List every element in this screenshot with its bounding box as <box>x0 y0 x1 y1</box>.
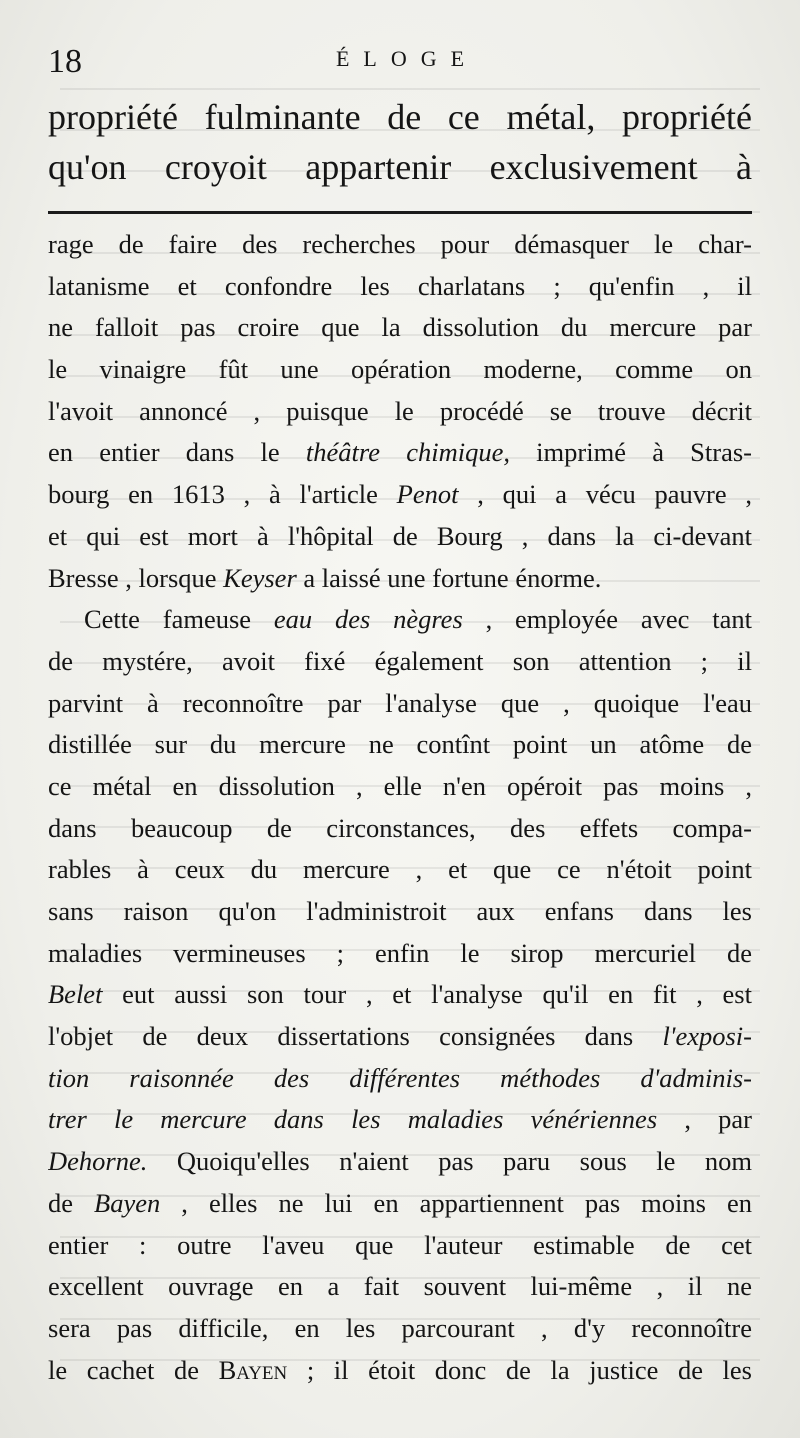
text-segment: sera pas difficile, en les parcourant , d'y reconnoître <box>48 1312 752 1343</box>
text-segment: et qui est mort à l'hôpital de Bourg , dans la ci-devant <box>48 520 752 551</box>
text-segment: imprimé à Stras- <box>509 437 752 468</box>
italic-text: Bayen <box>94 1187 161 1218</box>
text-line <box>48 974 752 1016</box>
text-segment: Bresse , lorsque <box>48 562 224 593</box>
text-segment: Cette fameuse <box>84 604 274 635</box>
text-line <box>48 1141 752 1183</box>
text-segment: ; il étoit donc de la justice de les <box>287 1354 752 1385</box>
text-segment: l'avoit annoncé , puisque le procédé se trouve décrit <box>48 395 752 426</box>
text-line <box>48 1099 752 1141</box>
text-line <box>48 558 752 600</box>
page-header <box>48 40 752 88</box>
text-segment: rables à ceux du mercure , et que ce n'étoit point <box>48 854 752 885</box>
text-segment: excellent ouvrage en a fait souvent lui-même , il ne <box>48 1271 752 1302</box>
text-segment: le vinaigre fût une opération moderne, comme on <box>48 354 752 385</box>
text-line <box>48 808 752 850</box>
text-segment: sans raison qu'on l'administroit aux enfans dans les <box>48 896 752 926</box>
body-text <box>48 224 752 1391</box>
text-line <box>48 1016 752 1058</box>
text-segment: , par <box>657 1104 752 1135</box>
italic-text: tion raisonnée des différentes méthodes d'adminis- <box>48 1062 752 1093</box>
text-line <box>48 474 752 516</box>
page-number: 18 <box>48 43 82 80</box>
text-line <box>48 1266 752 1308</box>
small-caps-name: Bayen <box>218 1354 288 1385</box>
text-line <box>48 891 752 933</box>
text-line <box>48 1308 752 1350</box>
italic-text: trer le mercure dans les maladies vénériennes <box>48 1104 658 1135</box>
text-segment: distillée sur du mercure ne contînt point un atôme de <box>48 729 752 760</box>
italic-text: Belet <box>48 979 103 1010</box>
text-segment: rage de faire des recherches pour démasquer le char- <box>48 229 752 259</box>
text-line <box>48 1183 752 1225</box>
text-segment: le cachet de <box>48 1354 219 1385</box>
carryover-text <box>48 92 752 192</box>
italic-text: Dehorne. <box>48 1146 148 1177</box>
section-rule <box>48 211 752 214</box>
text-segment: , employée avec tant <box>462 604 752 635</box>
text-line <box>48 933 752 975</box>
carryover-line: propriété fulminante de ce métal, propriété <box>48 97 752 137</box>
text-segment: parvint à reconnoître par l'analyse que , quoique l'eau <box>48 687 752 718</box>
text-segment: , elles ne lui en appartiennent pas moins en <box>160 1187 752 1218</box>
italic-text: eau des nègres <box>273 604 463 635</box>
text-segment: l'objet de deux dissertations consignées dans <box>48 1021 663 1052</box>
text-segment: , qui a vécu pauvre , <box>458 479 752 510</box>
text-segment: ce métal en dissolution , elle n'en opéroit pas moins , <box>48 770 752 801</box>
text-line <box>48 307 752 349</box>
text-line <box>48 224 752 266</box>
text-line <box>48 766 752 808</box>
text-segment: entier : outre l'aveu que l'auteur estimable de cet <box>48 1229 752 1260</box>
text-line <box>48 516 752 558</box>
text-segment: ne falloit pas croire que la dissolution du mercure par <box>48 312 752 343</box>
text-segment: a laissé une fortune énorme. <box>296 562 602 593</box>
text-segment: latanisme et confondre les charlatans ; qu'enfin , il <box>48 270 752 301</box>
text-line <box>48 641 752 683</box>
text-segment: eut aussi son tour , et l'analyse qu'il en fit , est <box>102 979 752 1010</box>
text-line <box>48 1350 752 1392</box>
running-title: ÉLOGE <box>335 46 479 71</box>
text-line <box>48 1225 752 1267</box>
text-segment: de <box>48 1187 95 1218</box>
italic-text: Penot <box>396 479 459 510</box>
text-line <box>48 599 752 641</box>
text-line <box>48 724 752 766</box>
text-line <box>48 266 752 308</box>
text-line <box>48 349 752 391</box>
text-line <box>48 432 752 474</box>
italic-text: Keyser <box>223 562 297 593</box>
text-line <box>48 683 752 725</box>
text-segment: maladies vermineuses ; enfin le sirop mercuriel de <box>48 937 752 968</box>
text-segment: bourg en 1613 , à l'article <box>48 479 397 510</box>
carryover-line: qu'on croyoit appartenir exclusivement à <box>48 147 752 187</box>
text-segment: dans beaucoup de circonstances, des effets compa- <box>48 812 752 843</box>
italic-text: l'exposi- <box>662 1021 752 1052</box>
text-line <box>48 1058 752 1100</box>
text-line <box>48 391 752 433</box>
text-segment: en entier dans le <box>48 437 306 468</box>
text-segment: Quoiqu'elles n'aient pas paru sous le nom <box>147 1146 752 1177</box>
text-segment: de mystére, avoit fixé également son attention ; il <box>48 645 752 676</box>
italic-text: théâtre chimique, <box>305 437 510 468</box>
text-line <box>48 849 752 891</box>
